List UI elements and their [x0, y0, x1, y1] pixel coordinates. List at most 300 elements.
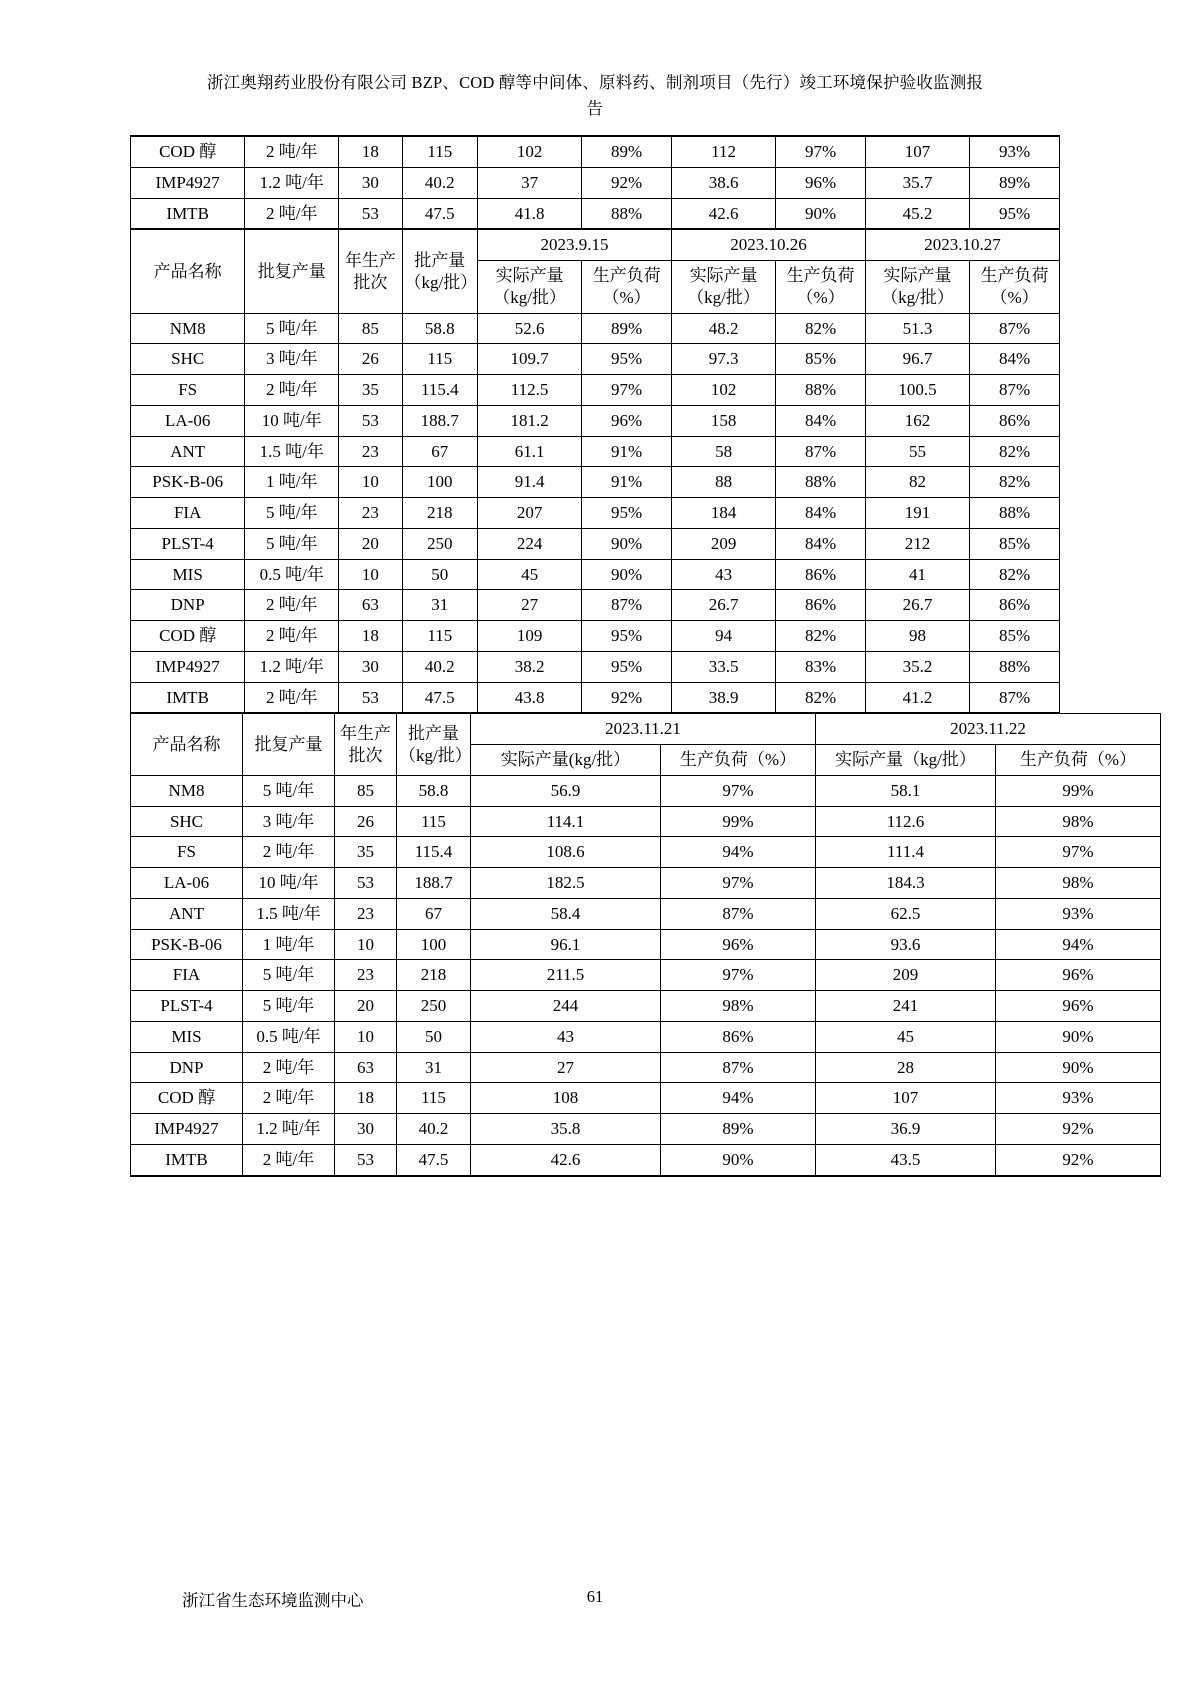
cell-batch-output: 100 — [402, 467, 478, 498]
col-header-batch-output: 批产量（kg/批） — [402, 230, 478, 313]
col-header-approved-output: 批复产量 — [243, 714, 335, 776]
cell-load-2: 84% — [776, 528, 866, 559]
cell-batch-output: 218 — [397, 960, 471, 991]
cell-batch-output: 115.4 — [397, 837, 471, 868]
cell-approved-output: 1.2 吨/年 — [243, 1114, 335, 1145]
cell-load-2: 85% — [776, 344, 866, 375]
cell-product-name: ANT — [131, 436, 245, 467]
cell-product-name: COD 醇 — [131, 136, 245, 167]
cell-load-1: 97% — [661, 960, 816, 991]
cell-annual-batches: 20 — [335, 991, 397, 1022]
cell-annual-batches: 53 — [335, 868, 397, 899]
table-row — [131, 682, 1060, 713]
cell-product-name: LA-06 — [131, 405, 245, 436]
cell-batch-output: 31 — [402, 590, 478, 621]
cell-load-1: 91% — [582, 467, 672, 498]
cell-approved-output: 1.2 吨/年 — [245, 651, 339, 682]
cell-batch-output: 250 — [402, 528, 478, 559]
cell-batch-output: 115 — [402, 621, 478, 652]
cell-actual-output-1: 108 — [471, 1083, 661, 1114]
cell-batch-output: 115 — [397, 1083, 471, 1114]
cell-actual-output-2: 48.2 — [672, 313, 776, 344]
cell-annual-batches: 23 — [335, 960, 397, 991]
cell-annual-batches: 35 — [339, 375, 402, 406]
table-row — [131, 405, 1060, 436]
cell-load-2: 98% — [996, 868, 1161, 899]
cell-load-2: 88% — [776, 375, 866, 406]
cell-actual-output-2: 36.9 — [816, 1114, 996, 1145]
cell-actual-output-1: 52.6 — [478, 313, 582, 344]
cell-actual-output-1: 108.6 — [471, 837, 661, 868]
cell-approved-output: 1 吨/年 — [243, 929, 335, 960]
cell-load-1: 87% — [582, 590, 672, 621]
production-table-top — [130, 135, 1060, 229]
cell-approved-output: 2 吨/年 — [245, 621, 339, 652]
cell-approved-output: 2 吨/年 — [245, 375, 339, 406]
col-header-actual-output-3: 实际产量（kg/批） — [865, 261, 969, 314]
production-table-mid — [130, 229, 1060, 713]
col-header-product-name: 产品名称 — [131, 714, 243, 776]
page-footer — [130, 1587, 1060, 1609]
cell-actual-output-1: 91.4 — [478, 467, 582, 498]
cell-load-1: 95% — [582, 651, 672, 682]
cell-batch-output: 50 — [402, 559, 478, 590]
cell-approved-output: 10 吨/年 — [243, 868, 335, 899]
cell-approved-output: 5 吨/年 — [245, 498, 339, 529]
cell-product-name: PLST-4 — [131, 528, 245, 559]
table-header-date-row — [131, 714, 1161, 745]
cell-approved-output: 5 吨/年 — [245, 313, 339, 344]
col-header-actual-output-1: 实际产量(kg/批） — [471, 745, 661, 776]
cell-actual-output-2: 38.9 — [672, 682, 776, 713]
cell-actual-output-3: 98 — [865, 621, 969, 652]
cell-product-name: IMTB — [131, 682, 245, 713]
cell-load-3: 86% — [970, 590, 1060, 621]
cell-load-2: 82% — [776, 313, 866, 344]
cell-load-2: 83% — [776, 651, 866, 682]
date-header-2: 2023.10.26 — [672, 230, 866, 261]
cell-batch-output: 188.7 — [397, 868, 471, 899]
cell-annual-batches: 30 — [339, 167, 402, 198]
cell-actual-output-1: 38.2 — [478, 651, 582, 682]
cell-batch-output: 250 — [397, 991, 471, 1022]
cell-actual-output-1: 43.8 — [478, 682, 582, 713]
cell-load-3: 86% — [970, 405, 1060, 436]
cell-batch-output: 218 — [402, 498, 478, 529]
cell-actual-output-2: 184.3 — [816, 868, 996, 899]
cell-actual-output-2: 112 — [672, 136, 776, 167]
cell-actual-output-2: 111.4 — [816, 837, 996, 868]
cell-actual-output-1: 42.6 — [471, 1144, 661, 1175]
table-row — [131, 651, 1060, 682]
cell-annual-batches: 18 — [335, 1083, 397, 1114]
cell-product-name: DNP — [131, 590, 245, 621]
cell-load-1: 89% — [582, 313, 672, 344]
cell-actual-output-2: 28 — [816, 1052, 996, 1083]
table-row — [131, 136, 1060, 167]
cell-actual-output-3: 55 — [865, 436, 969, 467]
cell-actual-output-2: 62.5 — [816, 898, 996, 929]
cell-annual-batches: 53 — [339, 405, 402, 436]
cell-actual-output-2: 209 — [672, 528, 776, 559]
cell-actual-output-3: 45.2 — [865, 198, 969, 229]
cell-load-2: 90% — [996, 1052, 1161, 1083]
cell-product-name: IMP4927 — [131, 167, 245, 198]
cell-actual-output-3: 35.7 — [865, 167, 969, 198]
cell-annual-batches: 53 — [339, 198, 402, 229]
cell-load-2: 86% — [776, 590, 866, 621]
cell-load-1: 94% — [661, 1083, 816, 1114]
cell-product-name: IMTB — [131, 198, 245, 229]
cell-product-name: PLST-4 — [131, 991, 243, 1022]
table-row — [131, 775, 1161, 806]
cell-product-name: MIS — [131, 559, 245, 590]
cell-actual-output-1: 207 — [478, 498, 582, 529]
cell-load-2: 96% — [996, 991, 1161, 1022]
cell-product-name: FS — [131, 837, 243, 868]
cell-load-2: 98% — [996, 806, 1161, 837]
table-row — [131, 167, 1060, 198]
table-row — [131, 991, 1161, 1022]
cell-actual-output-1: 43 — [471, 1021, 661, 1052]
cell-actual-output-3: 35.2 — [865, 651, 969, 682]
cell-annual-batches: 18 — [339, 136, 402, 167]
cell-load-2: 90% — [776, 198, 866, 229]
table-row — [131, 313, 1060, 344]
table-row — [131, 960, 1161, 991]
col-header-actual-output-2: 实际产量（kg/批） — [672, 261, 776, 314]
cell-load-1: 92% — [582, 167, 672, 198]
cell-product-name: IMTB — [131, 1144, 243, 1175]
cell-load-2: 84% — [776, 498, 866, 529]
cell-load-1: 97% — [582, 375, 672, 406]
cell-actual-output-2: 93.6 — [816, 929, 996, 960]
cell-load-3: 82% — [970, 467, 1060, 498]
cell-actual-output-1: 27 — [478, 590, 582, 621]
cell-actual-output-1: 37 — [478, 167, 582, 198]
cell-product-name: FIA — [131, 960, 243, 991]
cell-load-1: 87% — [661, 898, 816, 929]
cell-load-1: 91% — [582, 436, 672, 467]
cell-actual-output-1: 58.4 — [471, 898, 661, 929]
cell-approved-output: 0.5 吨/年 — [243, 1021, 335, 1052]
cell-annual-batches: 10 — [335, 929, 397, 960]
cell-actual-output-2: 102 — [672, 375, 776, 406]
col-header-actual-output-2: 实际产量（kg/批） — [816, 745, 996, 776]
cell-batch-output: 188.7 — [402, 405, 478, 436]
cell-actual-output-2: 112.6 — [816, 806, 996, 837]
cell-product-name: PSK-B-06 — [131, 929, 243, 960]
header-line-2: 告 — [586, 98, 604, 118]
table-row — [131, 868, 1161, 899]
table-row — [131, 467, 1060, 498]
cell-load-3: 84% — [970, 344, 1060, 375]
cell-load-2: 82% — [776, 682, 866, 713]
cell-approved-output: 2 吨/年 — [243, 1144, 335, 1175]
cell-load-2: 97% — [776, 136, 866, 167]
cell-annual-batches: 53 — [335, 1144, 397, 1175]
cell-approved-output: 5 吨/年 — [243, 991, 335, 1022]
table-row — [131, 528, 1060, 559]
cell-batch-output: 50 — [397, 1021, 471, 1052]
table-row — [131, 198, 1060, 229]
col-header-actual-output-1: 实际产量（kg/批） — [478, 261, 582, 314]
cell-annual-batches: 85 — [335, 775, 397, 806]
col-header-load-1: 生产负荷（%） — [661, 745, 816, 776]
cell-load-2: 96% — [776, 167, 866, 198]
cell-load-1: 90% — [582, 528, 672, 559]
cell-actual-output-1: 182.5 — [471, 868, 661, 899]
cell-batch-output: 100 — [397, 929, 471, 960]
cell-actual-output-2: 107 — [816, 1083, 996, 1114]
cell-load-1: 92% — [582, 682, 672, 713]
cell-load-3: 87% — [970, 682, 1060, 713]
cell-actual-output-2: 158 — [672, 405, 776, 436]
table-row — [131, 1114, 1161, 1145]
cell-approved-output: 3 吨/年 — [243, 806, 335, 837]
cell-actual-output-2: 33.5 — [672, 651, 776, 682]
cell-actual-output-1: 96.1 — [471, 929, 661, 960]
table-row — [131, 621, 1060, 652]
cell-load-2: 87% — [776, 436, 866, 467]
cell-actual-output-3: 107 — [865, 136, 969, 167]
cell-actual-output-3: 96.7 — [865, 344, 969, 375]
date-header-3: 2023.10.27 — [865, 230, 1059, 261]
cell-batch-output: 40.2 — [402, 651, 478, 682]
cell-approved-output: 2 吨/年 — [243, 1083, 335, 1114]
cell-load-1: 90% — [582, 559, 672, 590]
cell-product-name: SHC — [131, 806, 243, 837]
cell-load-3: 88% — [970, 498, 1060, 529]
cell-load-2: 97% — [996, 837, 1161, 868]
cell-load-2: 86% — [776, 559, 866, 590]
cell-load-2: 99% — [996, 775, 1161, 806]
cell-approved-output: 1.5 吨/年 — [243, 898, 335, 929]
cell-annual-batches: 23 — [339, 436, 402, 467]
table-row — [131, 559, 1060, 590]
cell-actual-output-1: 56.9 — [471, 775, 661, 806]
cell-load-1: 89% — [661, 1114, 816, 1145]
cell-actual-output-1: 109 — [478, 621, 582, 652]
cell-actual-output-1: 211.5 — [471, 960, 661, 991]
table-row — [131, 498, 1060, 529]
cell-annual-batches: 20 — [339, 528, 402, 559]
cell-approved-output: 0.5 吨/年 — [245, 559, 339, 590]
cell-actual-output-2: 97.3 — [672, 344, 776, 375]
cell-actual-output-1: 224 — [478, 528, 582, 559]
cell-actual-output-2: 58 — [672, 436, 776, 467]
cell-load-1: 94% — [661, 837, 816, 868]
cell-actual-output-2: 209 — [816, 960, 996, 991]
cell-load-1: 95% — [582, 498, 672, 529]
cell-annual-batches: 63 — [339, 590, 402, 621]
cell-actual-output-2: 42.6 — [672, 198, 776, 229]
cell-batch-output: 115 — [402, 136, 478, 167]
cell-batch-output: 47.5 — [397, 1144, 471, 1175]
cell-actual-output-1: 45 — [478, 559, 582, 590]
col-header-batch-output: 批产量（kg/批） — [397, 714, 471, 776]
cell-load-3: 82% — [970, 559, 1060, 590]
cell-annual-batches: 10 — [339, 559, 402, 590]
cell-approved-output: 5 吨/年 — [245, 528, 339, 559]
cell-product-name: COD 醇 — [131, 1083, 243, 1114]
cell-actual-output-3: 100.5 — [865, 375, 969, 406]
cell-batch-output: 58.8 — [397, 775, 471, 806]
col-header-load-3: 生产负荷（%） — [970, 261, 1060, 314]
cell-annual-batches: 10 — [339, 467, 402, 498]
cell-load-3: 85% — [970, 621, 1060, 652]
cell-batch-output: 67 — [402, 436, 478, 467]
cell-product-name: COD 醇 — [131, 621, 245, 652]
cell-load-1: 95% — [582, 344, 672, 375]
table-row — [131, 898, 1161, 929]
cell-actual-output-2: 26.7 — [672, 590, 776, 621]
col-header-load-2: 生产负荷（%） — [996, 745, 1161, 776]
cell-approved-output: 1.5 吨/年 — [245, 436, 339, 467]
cell-actual-output-2: 45 — [816, 1021, 996, 1052]
table-header-date-row — [131, 230, 1060, 261]
cell-product-name: ANT — [131, 898, 243, 929]
production-table-bottom — [130, 713, 1161, 1176]
cell-actual-output-2: 43 — [672, 559, 776, 590]
cell-batch-output: 47.5 — [402, 198, 478, 229]
cell-actual-output-3: 26.7 — [865, 590, 969, 621]
cell-approved-output: 1.2 吨/年 — [245, 167, 339, 198]
cell-annual-batches: 30 — [335, 1114, 397, 1145]
cell-batch-output: 115.4 — [402, 375, 478, 406]
cell-actual-output-1: 102 — [478, 136, 582, 167]
cell-load-2: 93% — [996, 1083, 1161, 1114]
cell-load-1: 97% — [661, 775, 816, 806]
cell-load-3: 88% — [970, 651, 1060, 682]
cell-load-1: 95% — [582, 621, 672, 652]
cell-approved-output: 10 吨/年 — [245, 405, 339, 436]
cell-load-2: 82% — [776, 621, 866, 652]
cell-annual-batches: 18 — [339, 621, 402, 652]
cell-actual-output-3: 41 — [865, 559, 969, 590]
table-row — [131, 1083, 1161, 1114]
col-header-load-2: 生产负荷（%） — [776, 261, 866, 314]
cell-load-3: 93% — [970, 136, 1060, 167]
table-row — [131, 436, 1060, 467]
cell-actual-output-1: 35.8 — [471, 1114, 661, 1145]
cell-actual-output-2: 184 — [672, 498, 776, 529]
table-row — [131, 590, 1060, 621]
cell-actual-output-3: 162 — [865, 405, 969, 436]
cell-load-3: 87% — [970, 313, 1060, 344]
cell-annual-batches: 10 — [335, 1021, 397, 1052]
table-row — [131, 344, 1060, 375]
table-row — [131, 375, 1060, 406]
cell-batch-output: 40.2 — [397, 1114, 471, 1145]
cell-load-1: 86% — [661, 1021, 816, 1052]
cell-approved-output: 2 吨/年 — [245, 198, 339, 229]
cell-annual-batches: 53 — [339, 682, 402, 713]
cell-actual-output-1: 181.2 — [478, 405, 582, 436]
cell-annual-batches: 23 — [335, 898, 397, 929]
cell-actual-output-2: 241 — [816, 991, 996, 1022]
cell-approved-output: 2 吨/年 — [243, 837, 335, 868]
cell-actual-output-2: 88 — [672, 467, 776, 498]
col-header-approved-output: 批复产量 — [245, 230, 339, 313]
cell-annual-batches: 30 — [339, 651, 402, 682]
cell-load-2: 92% — [996, 1114, 1161, 1145]
cell-batch-output: 58.8 — [402, 313, 478, 344]
cell-actual-output-1: 109.7 — [478, 344, 582, 375]
cell-batch-output: 67 — [397, 898, 471, 929]
cell-approved-output: 2 吨/年 — [245, 136, 339, 167]
cell-approved-output: 1 吨/年 — [245, 467, 339, 498]
cell-load-1: 87% — [661, 1052, 816, 1083]
cell-approved-output: 2 吨/年 — [243, 1052, 335, 1083]
cell-actual-output-1: 112.5 — [478, 375, 582, 406]
footer-page-number: 61 — [586, 1587, 604, 1606]
cell-product-name: NM8 — [131, 313, 245, 344]
col-header-product-name: 产品名称 — [131, 230, 245, 313]
cell-product-name: LA-06 — [131, 868, 243, 899]
cell-annual-batches: 26 — [339, 344, 402, 375]
cell-load-1: 96% — [582, 405, 672, 436]
cell-product-name: FS — [131, 375, 245, 406]
cell-batch-output: 115 — [402, 344, 478, 375]
cell-load-1: 98% — [661, 991, 816, 1022]
cell-approved-output: 3 吨/年 — [245, 344, 339, 375]
date-header-1: 2023.11.21 — [471, 714, 816, 745]
cell-load-1: 99% — [661, 806, 816, 837]
cell-load-2: 93% — [996, 898, 1161, 929]
cell-load-2: 94% — [996, 929, 1161, 960]
cell-actual-output-3: 82 — [865, 467, 969, 498]
cell-annual-batches: 26 — [335, 806, 397, 837]
cell-product-name: SHC — [131, 344, 245, 375]
cell-load-3: 95% — [970, 198, 1060, 229]
cell-load-3: 87% — [970, 375, 1060, 406]
cell-actual-output-1: 41.8 — [478, 198, 582, 229]
cell-actual-output-2: 43.5 — [816, 1144, 996, 1175]
table-row — [131, 1052, 1161, 1083]
cell-product-name: IMP4927 — [131, 1114, 243, 1145]
cell-approved-output: 2 吨/年 — [245, 682, 339, 713]
date-header-1: 2023.9.15 — [478, 230, 672, 261]
cell-product-name: PSK-B-06 — [131, 467, 245, 498]
cell-load-3: 85% — [970, 528, 1060, 559]
cell-product-name: DNP — [131, 1052, 243, 1083]
table-row — [131, 1144, 1161, 1175]
cell-annual-batches: 63 — [335, 1052, 397, 1083]
cell-approved-output: 2 吨/年 — [245, 590, 339, 621]
cell-actual-output-2: 38.6 — [672, 167, 776, 198]
cell-actual-output-2: 58.1 — [816, 775, 996, 806]
table-row — [131, 806, 1161, 837]
cell-annual-batches: 35 — [335, 837, 397, 868]
cell-annual-batches: 85 — [339, 313, 402, 344]
cell-batch-output: 47.5 — [402, 682, 478, 713]
cell-product-name: IMP4927 — [131, 651, 245, 682]
col-header-load-1: 生产负荷（%） — [582, 261, 672, 314]
cell-actual-output-1: 114.1 — [471, 806, 661, 837]
cell-batch-output: 31 — [397, 1052, 471, 1083]
cell-load-2: 90% — [996, 1021, 1161, 1052]
cell-annual-batches: 23 — [339, 498, 402, 529]
header-line-1: 浙江奥翔药业股份有限公司 BZP、COD 醇等中间体、原料药、制剂项目（先行）竣工环境保护验收监测报 — [206, 73, 984, 92]
cell-product-name: NM8 — [131, 775, 243, 806]
cell-load-1: 88% — [582, 198, 672, 229]
cell-actual-output-1: 244 — [471, 991, 661, 1022]
table-row — [131, 837, 1161, 868]
cell-actual-output-3: 212 — [865, 528, 969, 559]
cell-load-1: 89% — [582, 136, 672, 167]
cell-load-3: 82% — [970, 436, 1060, 467]
